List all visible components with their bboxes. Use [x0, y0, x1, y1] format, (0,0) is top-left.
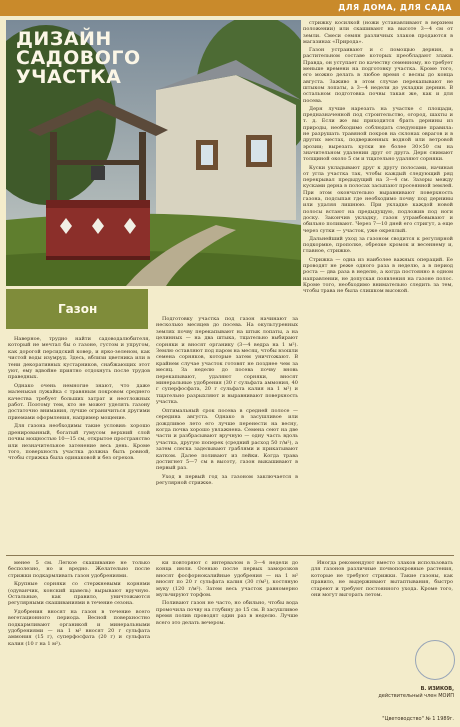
paragraph: Стрижка — одна из наиболее важных операций. Ее проводят не реже одного раза в неделю, а в период роста — два раза в неделю, а когда постоянно в одном направлении, не допуская появления на газоне полос. Кроме того, необходимо внимательно следить за тем, чтобы трава не была слишком высокой.: [303, 256, 453, 295]
author-name: В. ИЗИКОВ,: [420, 686, 454, 692]
paragraph: Дерн лучше нарезать на участке с площади, предназначенной под строительство, огород, шахты и т. д. Если же вы приходится брать дернины из природы, необходимо соблюдать следующие правила: не разрушать травяной покров на склонах оврагов и в других местах, подверженных водной или ветровой эрозии; вырезать куски не более 30×50 см на значительном удалении друг от друга. Дерн снимают толщиной около 5 см и тщательно удаляют сорняки.: [303, 105, 453, 163]
paragraph: стрижку косилкой (ножи устанавливают в верхнем положении) или скашивают на высоте 3—4 см от земли. Смеси семян различных злаков продаются в магазинах «Природа».: [303, 20, 453, 45]
source-citation: "Цветоводство" № 1 1989г.: [382, 716, 454, 722]
title-line-1: ДИЗАЙН: [16, 28, 112, 50]
middle-column-text: [156, 316, 298, 489]
bottom-column-1: [8, 560, 150, 649]
section-header-label: ДЛЯ ДОМА, ДЛЯ САДА: [338, 3, 452, 12]
paragraph: Для газона необходимы такие условия: хорошо дренированный, богатый гумусом верхний слой почвы мощностью 10—15 см, открытое пространство или незначительное затенение весь день. Кроме того, поверхность участка должна быть ровной, чтобы стрижка была одинаковой и без огрехов.: [8, 423, 150, 462]
subtitle: Газон: [58, 302, 98, 316]
paragraph: Иногда рекомендуют вместо злаков использовать для газонов различные почвопокровные растения, которые не требуют стрижки. Такие газоны, как правило, не выдерживают вытаптывания, быстро стареют и требуют постоянного ухода. Кроме того, они могут выгорать летом.: [311, 560, 453, 599]
paragraph: Газон устраивают и с помощью дернин, в растительном составе которых преобладают злаки. Правда, он уступает по качеству семенному, но требует меньше времени на подготовку участка. Кроме того, его можно делать в любое время с весны до конца августа. Заживо в этом случае перекапывают не штыком лопаты, а 3—4 недели до укладки дернин. В остальном подготовка почвы такая же, как и для посева.: [303, 47, 453, 104]
author-affiliation: действительный член МОИП: [378, 692, 454, 699]
left-column-text: [8, 336, 150, 464]
paragraph: Оптимальный срок посева в средней полосе — середина августа. Однако в засушливое или дождливое лето его лучше перенести на весну, когда почва хорошо увлажнена. Семена сеют на две части и разбрасывают вручную — одну часть вдоль участка, другую поперек (средний расход 50 г/м²), а затем слегка заделывают граблями и прикатывают катком. Далее поливают из лейки. Когда трава достигнет 5—7 см в высоту, газон выкашивают в первый раз.: [156, 407, 298, 472]
paragraph: Наверное, трудно найти садоводалюбителя, который не мечтал бы о газоне, густом и упругом, как дорогой персидский ковер, и ярко-зеленом, как чистой воды изумруд. Здесь, вблизи цветника или в тени декоративных кустарников, снабжающих этот уют, ему вдвойне приятно отдохнуть после трудов праведных.: [8, 336, 150, 381]
paragraph: менее 5 см. Легкое скашивание не только бесполезно, но и вредно. Желательно после стрижки подкармливать газон удобрениями.: [8, 560, 150, 579]
paragraph: ки повторяют с интервалом в 3—4 недели до конца июля. Осенью после первых заморозков вносят фосфорнокалийные удобрения — на 1 м² вносят по 20 г сульфата калия (30 г/м²), костяную муку (120 г/м²). Затем весь участок равномерно мульчируют торфом.: [156, 560, 298, 599]
bottom-column-3: [311, 560, 453, 600]
section-header: [0, 0, 460, 16]
paragraph: Однако очень немногие знают, что даже маленькая лужайка с травяным покровом среднего качества требует больших затрат и неотложных работ. Поэтому тем, кто не может уделять газону достаточно внимания, лучше ограничиться другими приемами оформления, например мощение.: [8, 382, 150, 421]
paragraph: Подготовку участка под газон начинают за несколько месяцев до посева. На окультуренных землях почву перекапывают на штык лопаты, а на целинных — на два штыка, тщательно выбирают сорняки и вносят органику (3—4 ведра на 1 м²). Землю оставляют под паром на месяц, чтобы взошли семена сорняков, которые затем уничтожают. В крайнем случае участок готовят не позднее чем за месяц. За неделю до посева почву вновь перекапывают, удаляют сорняки, вносят минеральные удобрения (30 г сульфата аммония, 40 г суперфосфата, 20 г сульфата калия на 1 м²) и тщательно разрыхляют и выравнивают поверхность участка.: [156, 316, 298, 406]
author-signature: [368, 686, 454, 699]
paragraph: Дальнейший уход за газоном сводится к регулярной подкормке, прополке, обрезке кромок и весеннему и, главное, стрижке.: [303, 235, 453, 255]
paragraph: Крупные сорняки со стержневыми корнями (одуванчик, конский щавель) вырывают вручную. Остальные, как правило, уничтожаются регулярными скашиваниями в течение сезона.: [8, 581, 150, 607]
section-divider: [6, 555, 454, 556]
library-stamp: [415, 640, 455, 680]
title-line-2: САДОВОГО: [16, 47, 141, 69]
paragraph: Поливают газон не часто, но обильно, чтобы вода промочила почву на глубину до 15 см. В засушливое время полив проводят один раз в неделю. Лучше всего это делать вечером.: [156, 600, 298, 626]
right-column-text: [303, 20, 453, 296]
bottom-column-2: [156, 560, 298, 628]
paragraph: Уход в первый год за газоном заключается в регулярной стрижке.: [156, 473, 298, 487]
paragraph: Удобрения вносят на газон в течение всего вегетационного периода. Весной поверхностно подкармливают органикой и минеральными удобрениями — на 1 м² вносят 20 г сульфата аммония (15 г), суперфосфата (20 г) и сульфата калия (10 г на 1 м²).: [8, 608, 150, 647]
paragraph: Куски укладывают друг к другу полосами, начиная от угла участка так, чтобы каждый следующий ряд перекрывал предыдущий на 3—4 см. Зазоры между кусками дерна в полосах засыпают просеянной землей. При этом окончательно выравнивают поверхность газона, подсыпая где необходимо почву под дернины или удаляя лишнюю. При укладке каждой новой полосы встают на предыдущую, подложив под ноги доску. Закончив укладку, газон утрамбовывают и обильно поливают. Через 7—10 дней его стригут, а еще через сутки — участок, уже окреплый.: [303, 164, 453, 234]
title-line-3: УЧАСТКА: [16, 66, 122, 88]
article-title: [16, 30, 176, 87]
